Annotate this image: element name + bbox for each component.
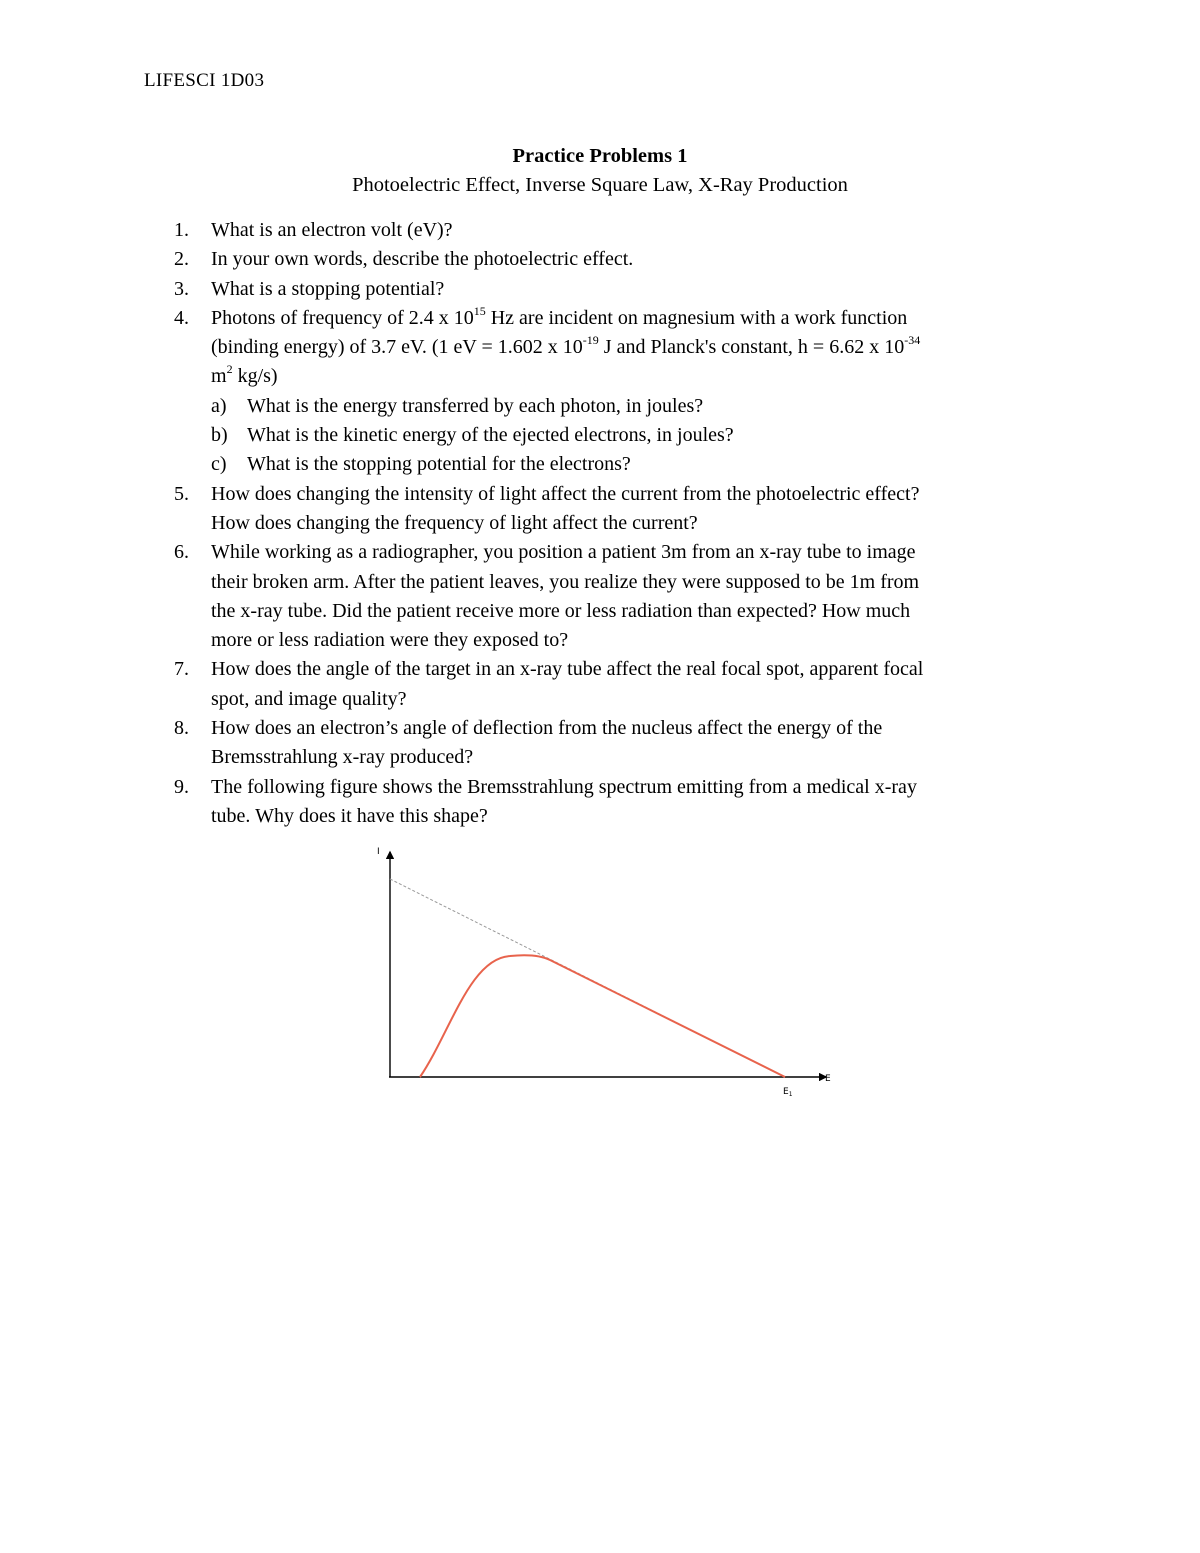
question-6: [144, 538, 1064, 655]
question-1: [144, 216, 1064, 245]
question-7: [144, 655, 1064, 714]
question-4c: [144, 450, 1064, 479]
question-text: Photons of frequency of 2.4 x 10: [211, 306, 474, 329]
endpoint-energy-label: [783, 1087, 793, 1098]
x-axis-label: E: [825, 1074, 831, 1084]
question-4: [144, 304, 1064, 392]
question-text: spot, and image quality?: [211, 687, 407, 710]
question-9: [144, 773, 1064, 832]
question-line: [211, 362, 1064, 391]
question-text: the x-ray tube. Did the patient receive more or less radiation than expected? How much: [211, 599, 911, 622]
sub-question-text: What is the kinetic energy of the ejected electrons, in joules?: [247, 424, 734, 447]
sub-question-text: What is the stopping potential for the electrons?: [247, 453, 631, 476]
question-4b: [144, 421, 1064, 450]
question-list: [144, 216, 1064, 831]
exponent: 15: [473, 303, 486, 318]
question-text: How does the angle of the target in an x-ray tube affect the real focal spot, apparent focal: [211, 658, 924, 681]
question-number: 3.: [174, 277, 189, 300]
question-number: 4.: [174, 306, 189, 329]
bremsstrahlung-figure: [360, 838, 840, 1098]
filtered-spectrum-curve: [420, 955, 785, 1077]
question-text: Bremsstrahlung x-ray produced?: [211, 746, 474, 769]
question-4a: [144, 392, 1064, 421]
course-header: LIFESCI 1D03: [144, 70, 265, 91]
question-text: How does changing the frequency of light affect the current?: [211, 511, 698, 534]
sub-question-label: c): [211, 453, 227, 476]
exponent: -19: [582, 333, 599, 348]
endpoint-energy-subscript: 1: [788, 1091, 793, 1098]
title-block: [0, 142, 1200, 200]
sub-question-label: b): [211, 424, 228, 447]
endpoint-energy-symbol: E: [783, 1087, 789, 1097]
exponent: 2: [226, 362, 233, 377]
question-number: 6.: [174, 541, 189, 564]
page-title: Practice Problems 1: [512, 145, 688, 167]
question-number: 1.: [174, 219, 189, 241]
question-text: kg/s): [232, 365, 278, 388]
question-text: The following figure shows the Bremsstrahlung spectrum emitting from a medical x-ray: [211, 775, 917, 798]
question-line: [211, 304, 1064, 333]
question-text: What is a stopping potential?: [211, 277, 445, 300]
question-3: [144, 275, 1064, 304]
y-axis-label: I: [377, 847, 380, 857]
page-subtitle: Photoelectric Effect, Inverse Square Law, X-Ray Production: [352, 174, 848, 196]
question-text: In your own words, describe the photoelectric effect.: [211, 248, 634, 271]
question-text: How does an electron’s angle of deflection from the nucleus affect the energy of the: [211, 717, 883, 740]
question-number: 8.: [174, 717, 189, 740]
question-number: 7.: [174, 658, 189, 681]
question-2: [144, 245, 1064, 274]
question-text: While working as a radiographer, you position a patient 3m from an x-ray tube to image: [211, 541, 916, 564]
question-number: 5.: [174, 482, 189, 505]
question-text: tube. Why does it have this shape?: [211, 804, 488, 827]
question-text: (binding energy) of 3.7 eV. (1 eV = 1.602 x 10: [211, 336, 583, 359]
question-text: J and Planck's constant, h = 6.62 x 10: [598, 336, 905, 359]
question-8: [144, 714, 1064, 773]
question-5: [144, 480, 1064, 539]
question-text: more or less radiation were they exposed to?: [211, 629, 569, 652]
question-line: [211, 333, 1064, 362]
question-text: How does changing the intensity of light affect the current from the photoelectric effect?: [211, 482, 920, 505]
sub-question-text: What is the energy transferred by each photon, in joules?: [247, 394, 704, 417]
question-text: Hz are incident on magnesium with a work function: [485, 306, 908, 329]
question-number: 2.: [174, 248, 189, 271]
sub-question-label: a): [211, 394, 227, 417]
exponent: -34: [904, 333, 921, 348]
question-text: What is an electron volt (eV)?: [211, 219, 453, 241]
question-text: m: [211, 365, 227, 388]
question-text: their broken arm. After the patient leaves, you realize they were supposed to be 1m from: [211, 570, 920, 593]
question-number: 9.: [174, 775, 189, 798]
bremsstrahlung-spectrum-plot: [360, 838, 840, 1098]
